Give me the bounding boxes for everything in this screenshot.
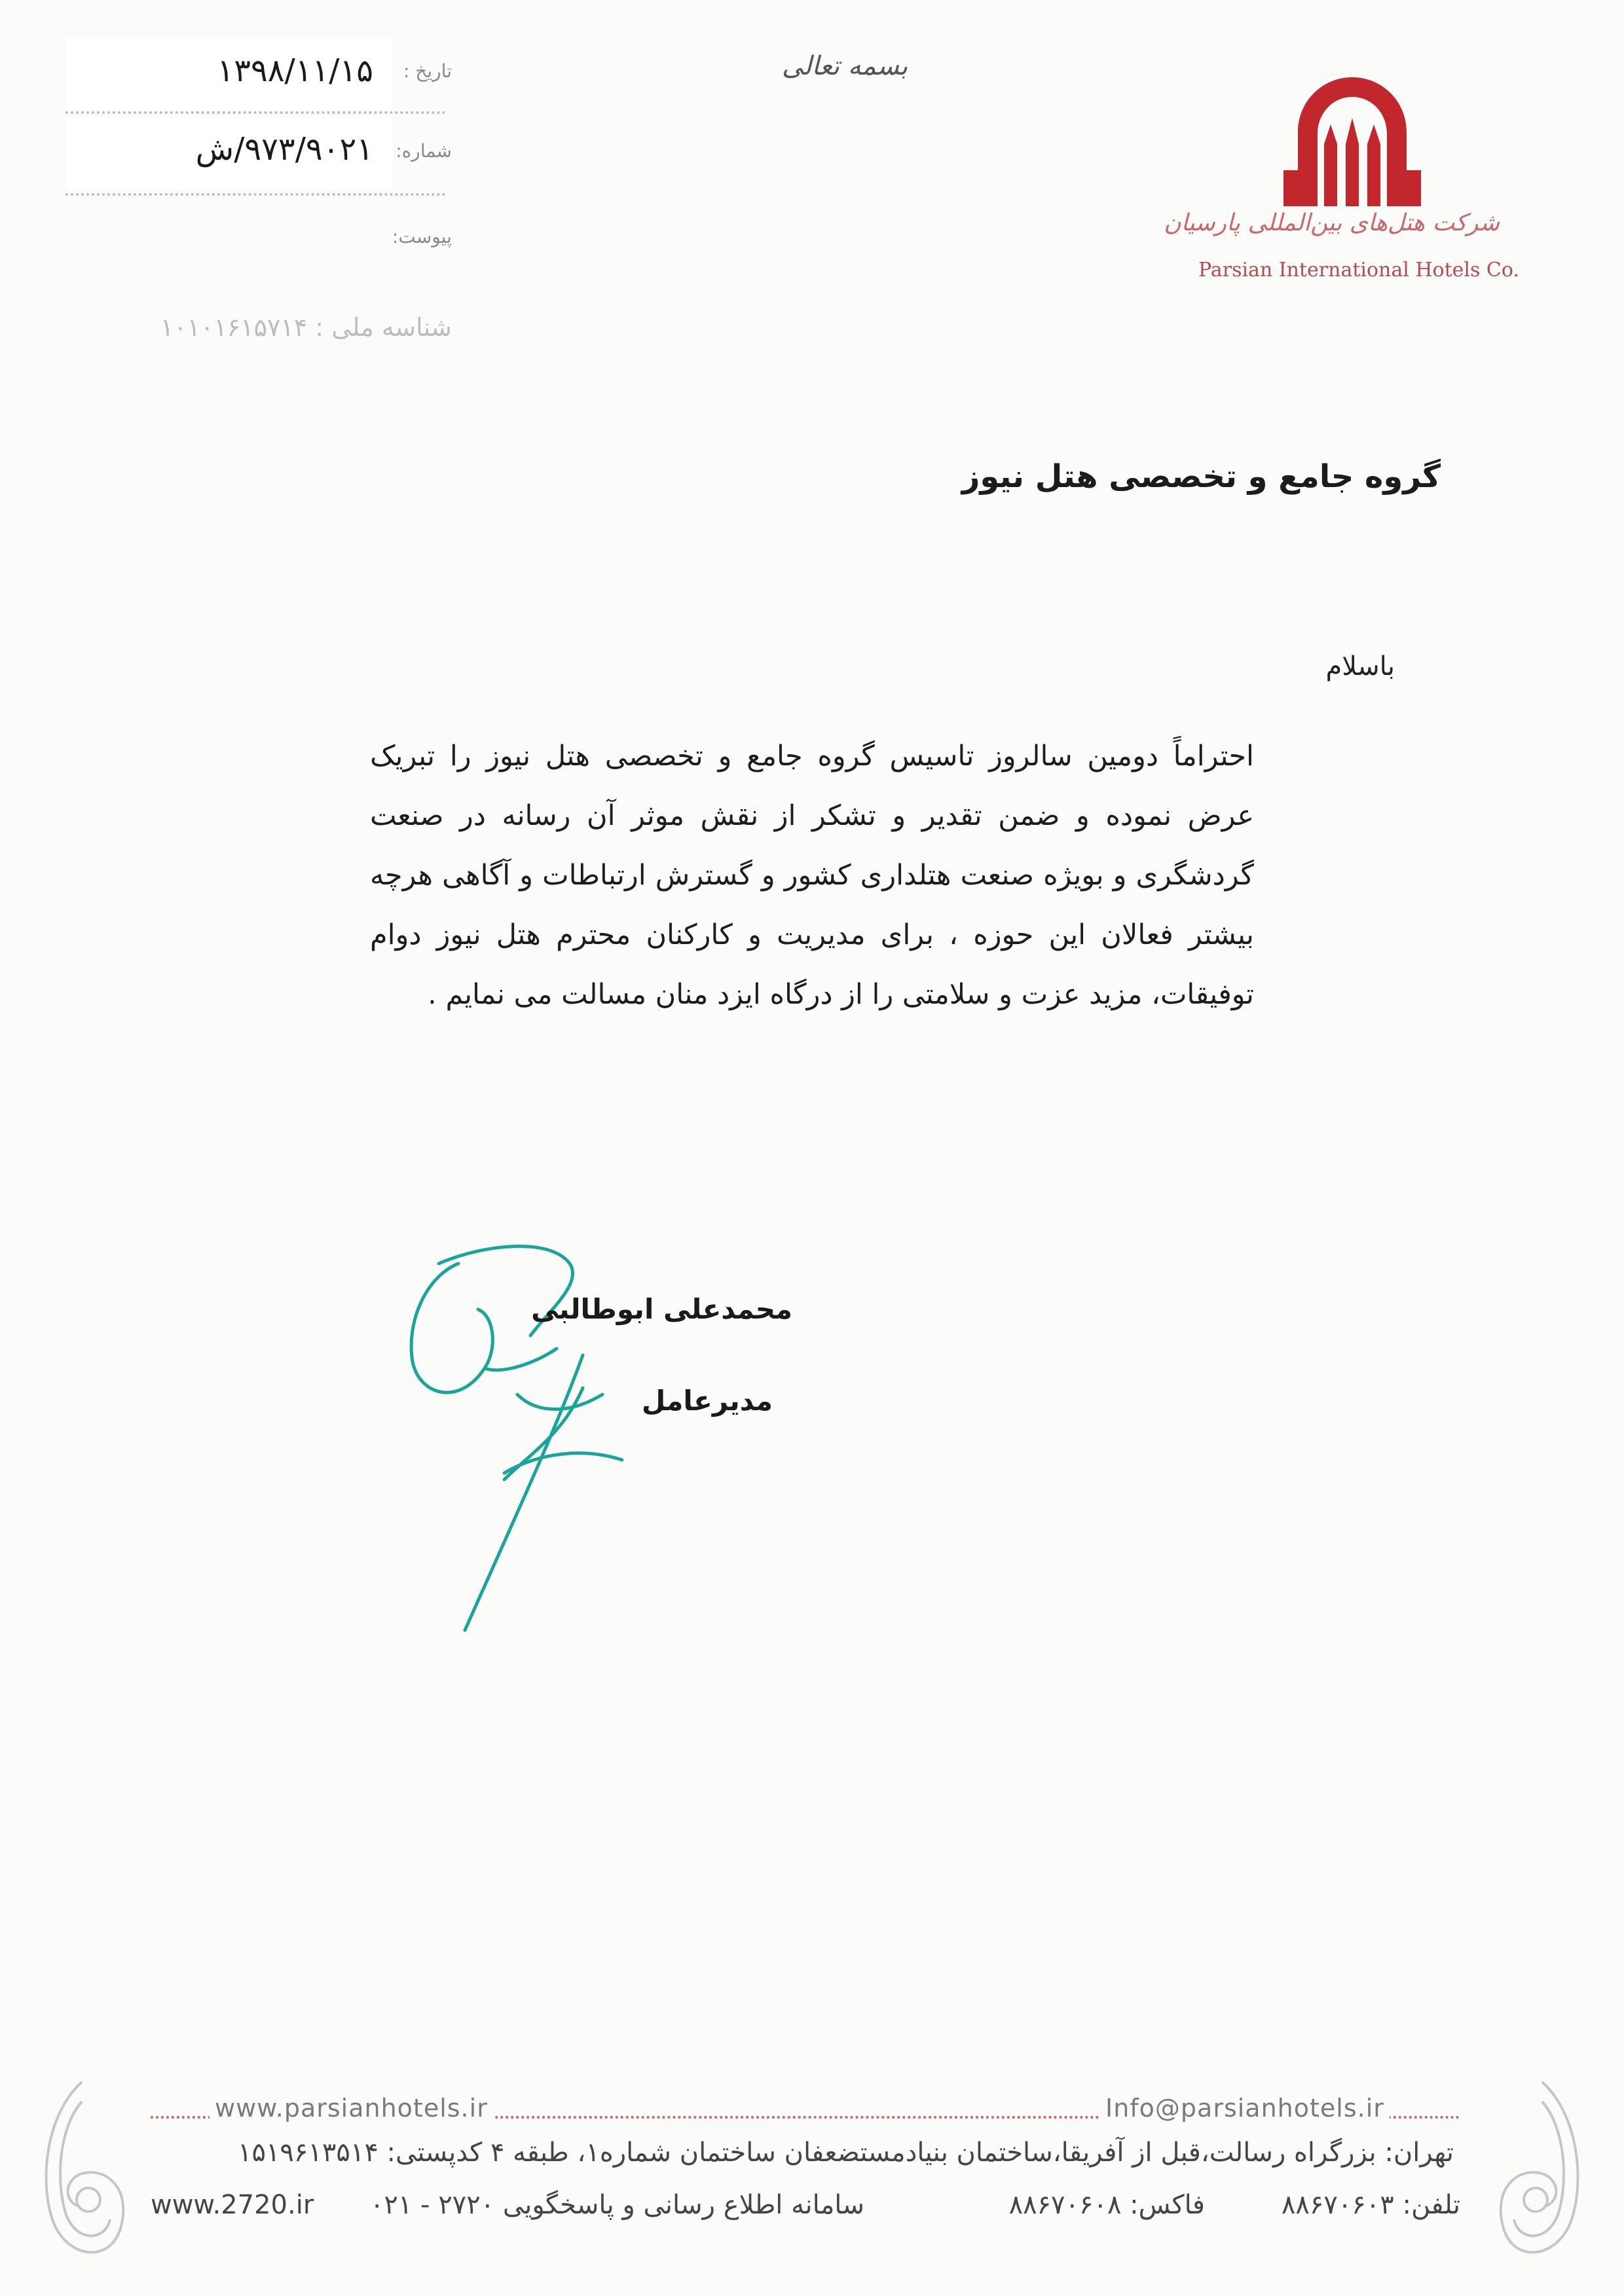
letter-body: احتراماً دومین سالروز تاسیس گروه جامع و تخصصی هتل نیوز را تبریک عرض نموده و ضمن تقدیر و تشکر از نقش موثر آن رسانه در صنعت گردشگری و بویژه صنعت هتلداری کشور و گسترش ارتباطات و آگاهی هرچه بیشتر فعالان این حوزه ، برای مدیریت و کارکنان محترم هتل نیوز دوام توفیقات، مزید عزت و سلامتی را از درگاه ایزد منان مسالت می نمایم . — [370, 740, 1254, 1011]
bismillah: بسمه تعالی — [781, 51, 908, 81]
footer-fax: فاکس: ۸۸۶۷۰۶۰۸ — [1008, 2190, 1205, 2220]
paisley-left-icon — [26, 2075, 138, 2272]
salutation: باسلام — [1325, 651, 1395, 682]
signer-name: محمدعلی ابوطالبی — [531, 1293, 792, 1325]
recipient: گروه جامع و تخصصی هتل نیوز — [961, 458, 1441, 495]
attachment-label: پیوست: — [392, 226, 452, 247]
date-label: تاریخ : — [403, 60, 452, 82]
parsian-arch-logo-icon — [1283, 72, 1421, 206]
date-divider — [65, 111, 445, 114]
number-label: شماره: — [396, 140, 452, 162]
national-id: شناسه ملی : ۱۰۱۰۱۶۱۵۷۱۴ — [160, 313, 452, 342]
footer-short-site: www.2720.ir — [151, 2190, 314, 2220]
footer-info-system: سامانه اطلاع رسانی و پاسخگویی ۲۷۲۰ - ۰۲۱ — [369, 2190, 864, 2220]
signer-title: مدیرعامل — [641, 1385, 773, 1417]
number-divider — [65, 193, 445, 196]
number-value: ۹۷۳/۹۰۲۱/ش — [195, 131, 373, 168]
footer-email: Info@parsianhotels.ir — [1100, 2094, 1390, 2123]
footer-website: www.parsianhotels.ir — [210, 2094, 493, 2123]
date-value: ۱۳۹۸/۱۱/۱۵ — [217, 52, 373, 89]
paisley-right-icon — [1486, 2075, 1598, 2272]
logo-en-name: Parsian International Hotels Co. — [1198, 259, 1519, 282]
footer-phone: تلفن: ۸۸۶۷۰۶۰۳ — [1281, 2190, 1460, 2220]
footer-address: تهران: بزرگراه رسالت،قبل از آفریقا،ساختمان بنیادمستضعفان ساختمان شماره۱، طبقه ۴ کدپستی: ۱۵۱۹۶۱۳۵۱۴ — [237, 2138, 1454, 2168]
logo-fa-name: شرکت هتل‌های بین‌المللی پارسیان — [1164, 210, 1500, 236]
